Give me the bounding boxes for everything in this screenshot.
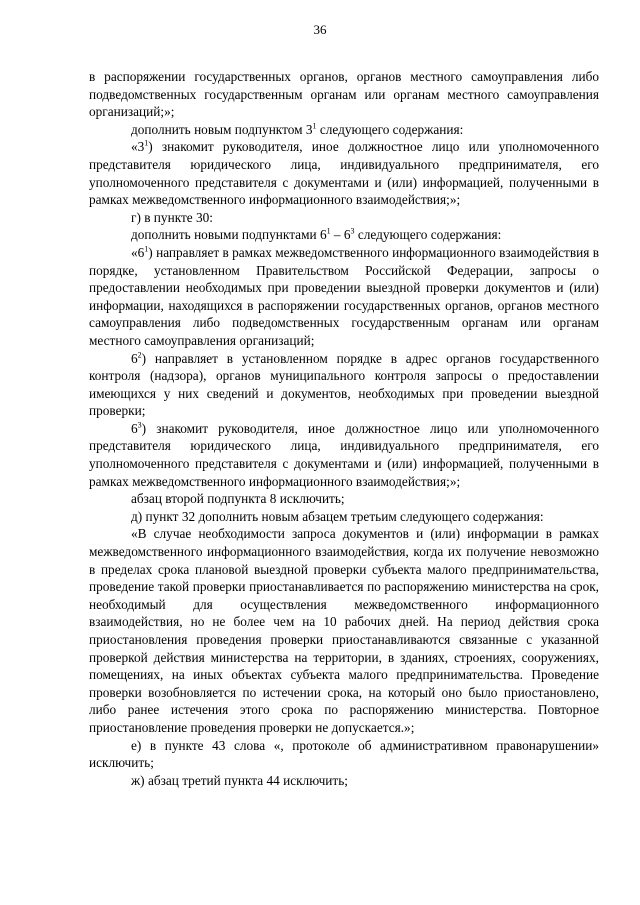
text-run: «6 <box>131 244 145 260</box>
paragraph <box>89 350 599 420</box>
paragraph: ж) абзац третий пункта 44 исключить; <box>131 772 348 788</box>
superscript: 1 <box>144 244 149 254</box>
text-run: 6 <box>131 420 138 436</box>
superscript: 2 <box>137 350 142 360</box>
paragraph: абзац второй подпункта 8 исключить; <box>131 491 345 507</box>
text-run: дополнить новыми подпунктами 6 <box>131 227 327 243</box>
text-run: ) знакомит руководителя, иное должностное лицо или уполномоченного представителя юридического лица, индивидуального предпринимателя, его уполномоченного представителя с документами и (или) информацией, полученными в рамках межведомственного информационного взаимодействия;»; <box>89 420 599 489</box>
paragraph: д) пункт 32 дополнить новым абзацем третьим следующего содержания: <box>131 508 544 524</box>
superscript: 1 <box>326 226 331 236</box>
paragraph: «В случае необходимости запроса документов и (или) информации в рамках межведомственного информационного взаимодействия, когда их получение невозможно в пределах срока плановой выездной проверки субъекта малого предпринимательства, проведение такой проверки приостанавливается по распоряжению министерства на срок, необходимый для осуществления межведомственного информационного взаимодействия, но не более чем на 10 рабочих дней. На период действия срока приостановления проведения проверки приостанавливаются связанные с указанной проверкой действия министерства на территории, в зданиях, строениях, сооружениях, помещениях, на иных объектах субъекта малого предпринимательства. Проведение проверки возобновляется по истечении срока, на который оно было приостановлено, либо ранее истечения этого срока по распоряжению министерства. Повторное приостановление проведения проверки не допускается.»; <box>89 526 599 735</box>
superscript: 1 <box>312 121 317 131</box>
paragraph <box>89 138 599 208</box>
text-run: ) направляет в установленном порядке в адрес органов государственного контроля (надзора), органов муниципального контроля запросы о предоставлении имеющихся у них сведений и документов, необходимых при проведении выездной проверки; <box>89 350 599 419</box>
document-body <box>89 68 599 789</box>
text-run: следующего содержания: <box>354 227 502 243</box>
text-run: «3 <box>131 139 145 155</box>
text-run: следующего содержания: <box>316 121 464 137</box>
superscript: 3 <box>350 226 355 236</box>
paragraph <box>89 420 599 490</box>
text-run: дополнить новым подпунктом 3 <box>131 121 313 137</box>
superscript: 3 <box>137 420 142 430</box>
text-run: – 6 <box>330 227 351 243</box>
text-run: ) направляет в рамках межведомственного информационного взаимодействия в порядке, установленном Правительством Российской Федерации, запросы о предоставлении необходимых при проведении выездной проверки документов и (или) информации, находящихся в распоряжении государственных органов, органов местного самоуправления либо подведомственных государственным органам или органам местного самоуправления организаций; <box>89 244 599 348</box>
paragraph <box>89 121 599 139</box>
paragraph: е) в пункте 43 слова «, протоколе об административном правонарушении» исключить; <box>89 737 599 771</box>
paragraph <box>89 226 599 244</box>
paragraph: г) в пункте 30: <box>131 209 214 225</box>
paragraph: в распоряжении государственных органов, органов местного самоуправления либо подведомственных государственным органам или органам местного самоуправления организаций;»; <box>89 69 599 120</box>
superscript: 1 <box>144 138 149 148</box>
paragraph <box>89 244 599 350</box>
page-number: 36 <box>313 22 327 37</box>
text-run: 6 <box>131 350 138 366</box>
text-run: ) знакомит руководителя, иное должностное лицо или уполномоченного представителя юридического лица, индивидуального предпринимателя, его уполномоченного представителя с документами и (или) информацией, полученными в рамках межведомственного информационного взаимодействия;»; <box>89 139 599 208</box>
